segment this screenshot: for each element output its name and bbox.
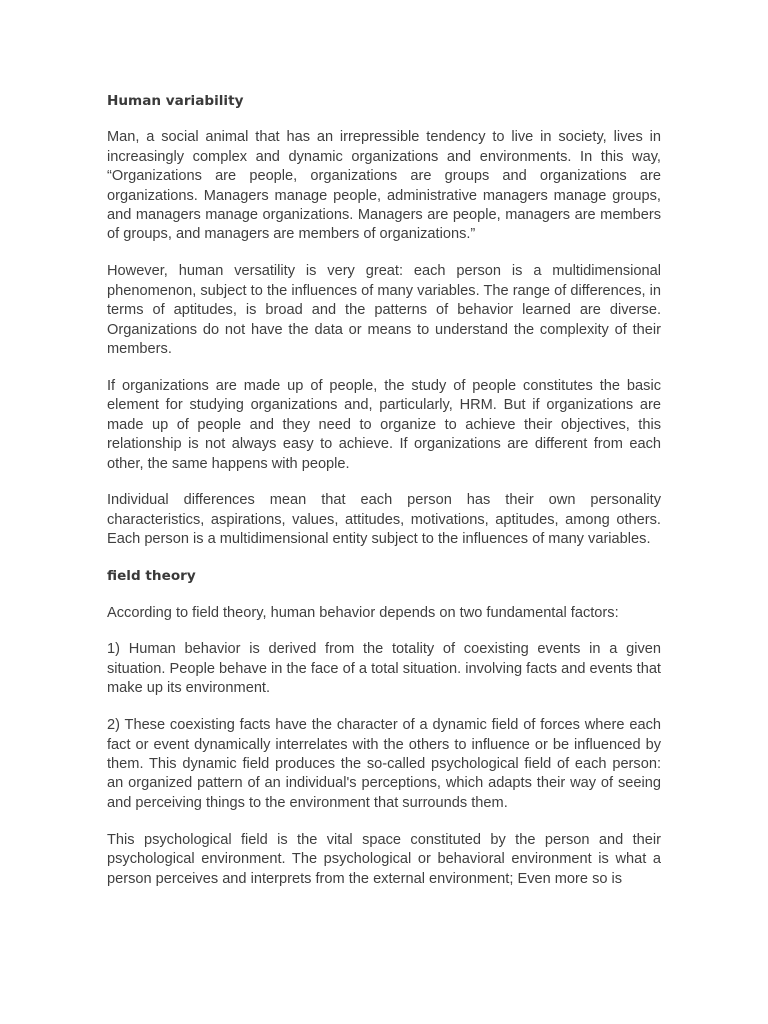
paragraph: However, human versatility is very great: each person is a multidimensional phenomenon, subject to the influences of many variables. The range of differences, in terms of aptitudes, is broad and the patterns of behavior learned are diverse. Organizations do not have the data or means to understand the complexity of their members. — [107, 263, 661, 357]
paragraph: Individual differences mean that each person has their own personality characteristics, aspirations, values, attitudes, motivations, aptitudes, among others. Each person is a multidimensional entity subject to the influences of many variables. — [107, 492, 661, 548]
paragraph: Man, a social animal that has an irrepressible tendency to live in society, lives in increasingly complex and dynamic organizations and environments. In this way, “Organizations are people, organizations are groups and organizations are organizations. Managers manage people, administrative managers manage groups, and managers manage organizations. Managers are people, managers are members of groups, and managers are members of organizations.” — [107, 129, 661, 243]
paragraph: 2) These coexisting facts have the character of a dynamic field of forces where each fact or event dynamically interrelates with the others to influence or be influenced by them. This dynamic field produces the so-called psychological field of each person: an organized pattern of an individual's perceptions, which adapts their way of seeing and perceiving things to the environment that surrounds them. — [107, 717, 661, 811]
paragraph: This psychological field is the vital space constituted by the person and their psychological environment. The psychological or behavioral environment is what a person perceives and interprets from the external environment; Even more so is — [107, 831, 661, 887]
paragraph: According to field theory, human behavior depends on two fundamental factors: — [107, 604, 619, 621]
document-body — [107, 92, 661, 906]
section-heading-human-variability: Human variability — [107, 93, 244, 109]
paragraph: 1) Human behavior is derived from the totality of coexisting events in a given situation. People behave in the face of a total situation. involving facts and events that make up its environment. — [107, 641, 661, 697]
section-heading-field-theory: field theory — [107, 568, 196, 585]
paragraph: If organizations are made up of people, the study of people constitutes the basic element for studying organizations and, particularly, HRM. But if organizations are made up of people and they need to organize to achieve their objectives, this relationship is not always easy to achieve. If organizations are different from each other, the same happens with people. — [107, 377, 661, 472]
